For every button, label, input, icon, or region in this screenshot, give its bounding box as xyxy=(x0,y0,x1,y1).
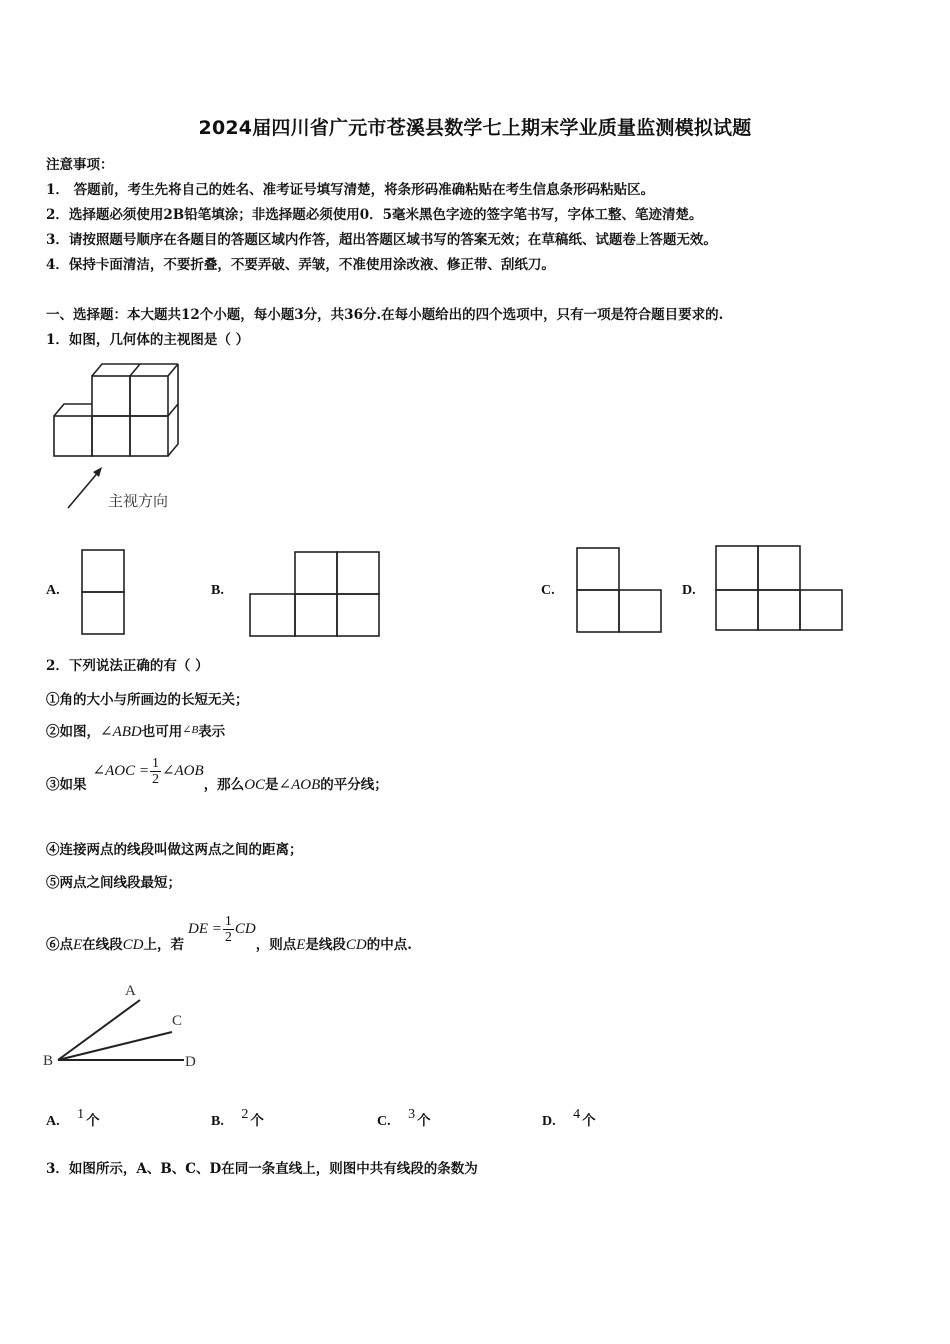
s6-mid1: 在线段 xyxy=(82,937,123,953)
q2-option-c[interactable] xyxy=(377,1109,431,1130)
s6-mid3: ，则点 xyxy=(255,937,297,953)
s3-fraction xyxy=(150,756,161,787)
q2-option-c-unit: 个 xyxy=(417,1113,431,1129)
s6-cd2: CD xyxy=(345,937,367,953)
q2-option-a-num: 1 xyxy=(77,1107,85,1122)
s2-post: 表示 xyxy=(198,724,226,740)
q2-statement-6 xyxy=(46,906,412,953)
s3-lhs: ∠AOC = xyxy=(92,763,149,779)
q1-option-d-figure[interactable] xyxy=(712,542,847,636)
q2-statement-1: ①角的大小与所画边的长短无关； xyxy=(46,692,249,708)
q1-option-c-label: C. xyxy=(541,583,555,598)
q2-option-b-unit: 个 xyxy=(250,1113,264,1129)
s6-lhs: DE = xyxy=(188,921,222,937)
q2-option-c-label: C. xyxy=(377,1114,391,1129)
q1-option-b-figure[interactable] xyxy=(246,548,386,640)
q2-option-b-label: B. xyxy=(211,1114,224,1129)
q2-option-a[interactable] xyxy=(46,1109,100,1130)
s3-post: 的平分线； xyxy=(320,777,388,793)
label-b: B xyxy=(43,1053,54,1069)
s6-rhs: CD xyxy=(234,921,256,937)
q2-option-a-unit: 个 xyxy=(86,1113,100,1129)
q1-option-b-label: B. xyxy=(211,583,224,598)
s6-num: 1 xyxy=(224,914,232,929)
direction-label: 主视方向 xyxy=(108,492,169,510)
s6-post: 的中点. xyxy=(366,937,412,953)
s6-fraction xyxy=(223,914,234,945)
s2-mid: 也可用 xyxy=(141,724,183,740)
s3-aob: ∠AOB xyxy=(278,777,321,793)
notice-heading: 注意事项： xyxy=(46,157,114,173)
q2-option-a-label: A. xyxy=(46,1114,60,1129)
s6-pre: ⑥点 xyxy=(46,937,73,953)
label-d: D xyxy=(185,1054,196,1070)
q1-option-a-label: A. xyxy=(46,583,60,598)
s6-den: 2 xyxy=(224,930,232,945)
notice-item-4: 4．保持卡面清洁，不要折叠，不要弄破、弄皱，不准使用涂改液、修正带、刮纸刀。 xyxy=(46,257,555,273)
s3-num: 1 xyxy=(151,756,159,771)
label-c: C xyxy=(172,1013,183,1029)
q2-statement-4: ④连接两点的线段叫做这两点之间的距离； xyxy=(46,842,303,858)
s6-cd: CD xyxy=(122,937,144,953)
s3-den: 2 xyxy=(151,772,159,787)
notice-item-3: 3．请按照题号顺序在各题目的答题区域内作答，超出答题区域书写的答案无效；在草稿纸、试题卷上答题无效。 xyxy=(46,232,717,248)
s2-angle-abd: ∠ABD xyxy=(100,724,142,740)
q2-option-b-num: 2 xyxy=(241,1107,249,1122)
s6-mid2: 上，若 xyxy=(143,937,185,953)
q2-angle-figure xyxy=(38,978,208,1073)
q2-statement-2 xyxy=(46,720,225,741)
q1-solid-figure xyxy=(40,358,210,518)
s3-rhs: ∠AOB xyxy=(161,763,204,779)
q2-statement-5: ⑤两点之间线段最短； xyxy=(46,875,181,891)
q1-option-d-label: D. xyxy=(682,583,696,598)
label-a: A xyxy=(125,983,136,999)
s6-e2: E xyxy=(296,937,306,953)
s2-angle-b: ∠B xyxy=(182,724,199,736)
q2-option-b[interactable] xyxy=(211,1109,264,1130)
q2-option-d-label: D. xyxy=(542,1114,556,1129)
q2-option-d-unit: 个 xyxy=(582,1113,596,1129)
page-title: 2024届四川省广元市苍溪县数学七上期末学业质量监测模拟试题 xyxy=(198,117,752,139)
s6-e: E xyxy=(73,937,83,953)
q2-statement-3 xyxy=(46,756,388,793)
s3-oc: OC xyxy=(244,777,266,793)
notice-item-2: 2．选择题必须使用2B铅笔填涂；非选择题必须使用0．5毫米黑色字迹的签字笔书写，字体工整、笔迹清楚。 xyxy=(46,207,703,223)
section-heading: 一、选择题：本大题共12个小题，每小题3分，共36分.在每小题给出的四个选项中，只有一项是符合题目要求的. xyxy=(46,307,724,323)
q2-option-d[interactable] xyxy=(542,1109,596,1130)
q1-option-a-figure[interactable] xyxy=(78,546,130,638)
s6-mid4: 是线段 xyxy=(305,937,346,953)
q2-option-d-num: 4 xyxy=(573,1107,581,1122)
question-3-stem: 3．如图所示，A、B、C、D在同一条直线上，则图中共有线段的条数为 xyxy=(46,1161,478,1177)
q1-option-c-figure[interactable] xyxy=(572,544,667,636)
q2-option-c-num: 3 xyxy=(408,1107,416,1122)
s3-pre: ③如果 xyxy=(46,777,87,793)
notice-item-1: 1． 答题前，考生先将自己的姓名、准考证号填写清楚，将条形码准确粘贴在考生信息条形码粘贴区。 xyxy=(46,182,655,198)
question-1-stem: 1．如图，几何体的主视图是（ ） xyxy=(46,332,250,348)
s3-is: 是 xyxy=(265,777,279,793)
s3-mid: ，那么 xyxy=(203,777,245,793)
s2-pre: ②如图， xyxy=(46,724,100,740)
question-2-stem: 2．下列说法正确的有（ ） xyxy=(46,658,209,674)
